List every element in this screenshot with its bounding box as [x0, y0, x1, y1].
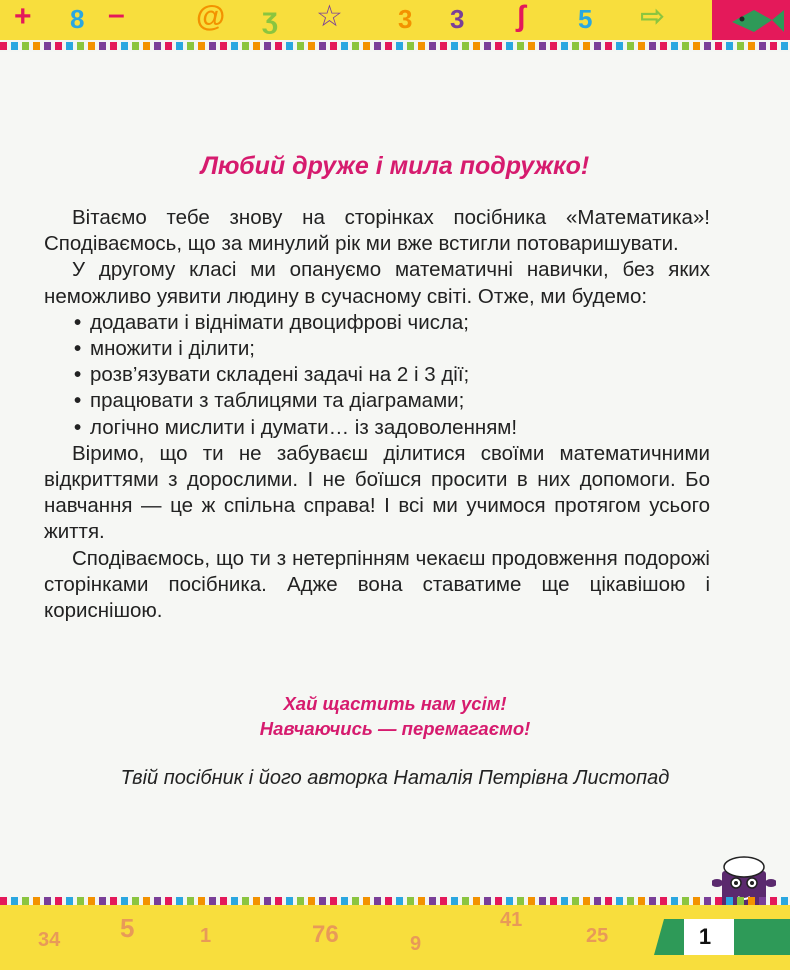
page-title: Любий друже і мила подружко!: [200, 152, 590, 180]
bullet-icon: •: [74, 389, 82, 413]
star-decoration: ☆: [316, 0, 343, 33]
number-decoration: 76: [312, 921, 339, 948]
list-item: • логічно мислити і думати… із задоволенням!: [74, 415, 710, 441]
top-decorative-band: [0, 0, 790, 40]
spiral-decoration: @: [196, 0, 226, 33]
bullet-icon: •: [74, 337, 82, 361]
list-item: • множити і ділити;: [74, 336, 710, 362]
minus-decoration: –: [108, 0, 125, 31]
slogan-line-1: Хай щастить нам усім!: [283, 693, 507, 714]
arrow-decoration: ⇨: [640, 0, 666, 33]
list-item: • розв’язувати складені задачі на 2 і 3 дії;: [74, 362, 710, 388]
fish-icon: [712, 0, 790, 40]
bullet-icon: •: [74, 415, 82, 439]
bottom-dotted-border: [0, 897, 790, 905]
top-dotted-border: [0, 42, 790, 50]
paragraph-greeting: Вітаємо тебе знову на сторінках посібника «Математика»! Сподіваємось, що за минулий рік ми вже встигли потоваришувати.: [44, 206, 710, 256]
paragraph-intro: У другому класі ми опануємо математичні навички, без яких неможливо уявити людину в сучасному світі. Отже, ми будемо:: [44, 258, 710, 308]
number-decoration: 1: [200, 925, 212, 947]
bullet-icon: •: [74, 363, 82, 387]
number-decoration: 5: [120, 913, 135, 943]
number-decoration: 41: [500, 909, 523, 931]
paragraph-journey: Сподіваємось, що ти з нетерпінням чекаєш продовження подорожі сторінками посібника. Адже вона ставатиме ще цікавішою і кориснішою.: [44, 546, 710, 623]
number-decoration: 3: [450, 4, 465, 34]
number-decoration: 3: [398, 4, 413, 34]
plus-decoration: +: [14, 0, 32, 33]
list-item: • додавати і віднімати двоцифрові числа;: [74, 310, 710, 336]
zigzag-decoration: ʒ: [262, 2, 278, 35]
bullet-icon: •: [74, 310, 82, 334]
corner-tab: [712, 0, 790, 40]
paragraph-sharing: Віримо, що ти не забуваєш ділитися своїми математичними відкриттями з дорослими. І не боїшся просити в них допомоги. Бо навчання — це ж спільна справа! І всі ми учимося протягом усього життя.: [44, 441, 710, 544]
slogan-line-2: Навчаючись — перемагаємо!: [259, 718, 531, 739]
number-decoration: 9: [410, 933, 422, 955]
list-item: • працювати з таблицями та діаграмами;: [74, 388, 710, 414]
number-decoration: 5: [578, 4, 593, 34]
number-decoration: 34: [38, 929, 61, 951]
page-number-tab: [654, 915, 790, 955]
number-decoration: 8: [70, 4, 85, 34]
author-signature: Твій посібник і його авторка Наталія Петрівна Листопад: [120, 767, 670, 789]
goals-list: [44, 310, 710, 441]
main-text: [44, 205, 710, 624]
number-decoration: 25: [586, 925, 609, 947]
page-number: 1: [698, 924, 712, 949]
squiggle-decoration: ʃ: [516, 0, 526, 33]
